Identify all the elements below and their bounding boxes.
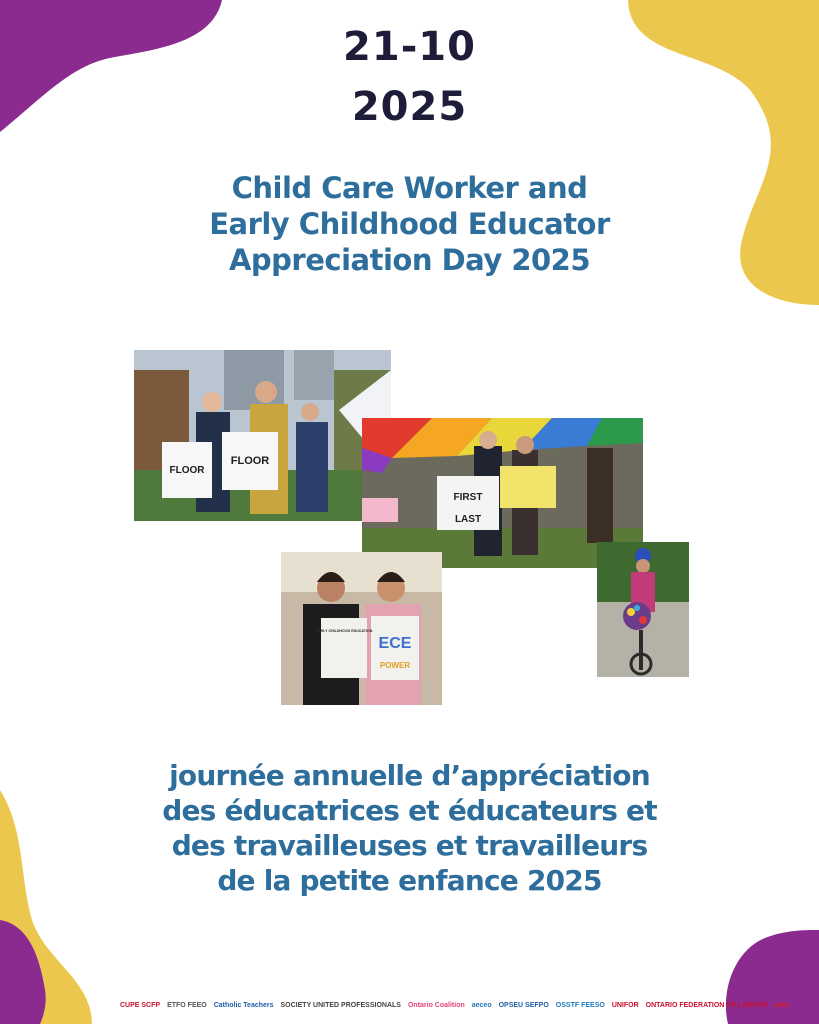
photo-sign-floor-1: FLOOR <box>169 465 205 476</box>
title-french <box>0 758 819 898</box>
logo-ofl: ONTARIO FEDERATION OF LABOUR <box>645 1001 768 1009</box>
purple-blob-bottom-right <box>720 930 819 1024</box>
date-year: 2025 <box>351 84 468 130</box>
date-day-month: 21-10 <box>343 24 476 70</box>
photo-card-power: POWER <box>379 661 411 670</box>
photo-sign-last: LAST <box>454 514 482 525</box>
title-french-line-4: de la petite enfance 2025 <box>217 864 602 897</box>
photo-card-ece: ECE <box>378 635 412 652</box>
logo-aeceo: aeceo <box>471 1001 492 1009</box>
photo-cyclist-flowers <box>597 542 689 677</box>
photo-card-ece-text: EARLY CHILDHOOD EDUCATION <box>315 629 373 633</box>
title-french-line-2: des éducatrices et éducateurs et <box>162 794 657 827</box>
photo-sign-first: FIRST <box>453 492 483 503</box>
logo-osstf: SOCIETY UNITED PROFESSIONALS <box>280 1001 401 1009</box>
photo-sign-floor-2: FLOOR <box>230 455 270 467</box>
purple-blob-bottom-left <box>0 920 60 1024</box>
title-english-line-2: Early Childhood Educator <box>209 207 610 241</box>
title-english-line-1: Child Care Worker and <box>231 171 588 205</box>
sponsor-logos-bar <box>120 994 790 1016</box>
logo-opseu: OPSEU SEFPO <box>498 1001 549 1009</box>
title-english-line-3: Appreciation Day 2025 <box>228 243 591 277</box>
logo-unifor: UNIFOR <box>611 1001 639 1009</box>
logo-aefo: aefo <box>774 1001 790 1009</box>
title-french-line-1: journée annuelle d’appréciation <box>169 759 650 792</box>
logo-etfo: ETFO FEEO <box>167 1001 207 1009</box>
logo-cupe: CUPE SCFP <box>120 1001 161 1009</box>
photo-women-ece-cards <box>281 552 442 705</box>
logo-osstf2: OSSTF FEESO <box>555 1001 605 1009</box>
title-english <box>0 170 819 278</box>
logo-ocbcc: Ontario Coalition <box>407 1001 465 1009</box>
logo-catholic: Catholic Teachers <box>213 1001 274 1009</box>
photo-rally-signs <box>134 350 391 521</box>
title-french-line-3: des travailleuses et travailleurs <box>171 829 648 862</box>
